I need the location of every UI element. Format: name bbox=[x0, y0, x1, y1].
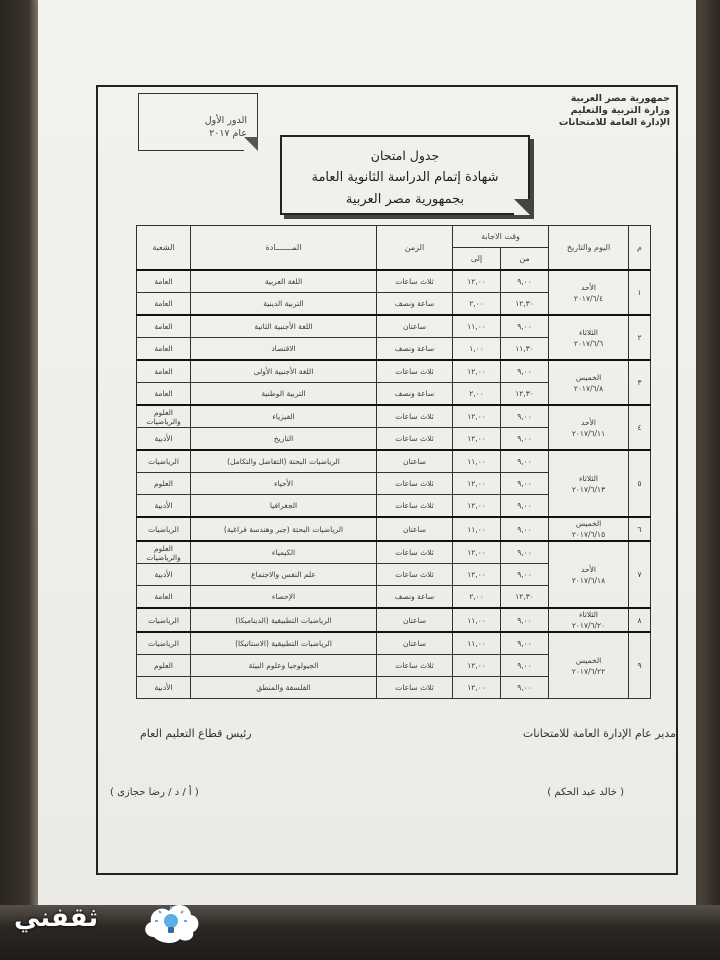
time-to-cell: ١,٠٠ bbox=[453, 338, 501, 361]
duration-cell: ساعتان bbox=[377, 632, 453, 655]
time-from-cell: ٩,٠٠ bbox=[501, 632, 549, 655]
day-name: الأحد bbox=[581, 564, 596, 574]
duration-cell: ساعة ونصف bbox=[377, 338, 453, 361]
duration-cell: ساعتان bbox=[377, 315, 453, 338]
col-header-day-date: اليوم والتاريخ bbox=[549, 226, 629, 271]
signature-title-left: رئيس قطاع التعليم العام bbox=[140, 727, 252, 740]
title-line: بجمهورية مصر العربية bbox=[345, 192, 465, 207]
branch-cell: الرياضيات bbox=[137, 450, 191, 473]
duration-cell: ساعة ونصف bbox=[377, 293, 453, 316]
branch-cell: العلوم bbox=[137, 655, 191, 677]
branch-cell: العلوم والرياضيات bbox=[137, 405, 191, 428]
duration-cell: ساعة ونصف bbox=[377, 383, 453, 406]
row-number-cell: ٧ bbox=[629, 541, 651, 608]
col-header-answer-time: وقت الاجابة bbox=[453, 226, 549, 248]
signature-title-right: مدير عام الإدارة العامة للامتحانات bbox=[522, 727, 676, 740]
exam-schedule-table bbox=[136, 225, 651, 699]
ministry-line: وزارة التربية والتعليم bbox=[570, 105, 670, 116]
subject-cell: الرياضيات البحتة (جبر وهندسة فراغية) bbox=[191, 517, 377, 541]
title-line: جدول امتحان bbox=[370, 148, 440, 163]
time-from-cell: ٩,٠٠ bbox=[501, 315, 549, 338]
exam-round-box bbox=[138, 93, 258, 151]
time-to-cell: ١٢,٠٠ bbox=[453, 541, 501, 564]
time-from-cell: ٩,٠٠ bbox=[501, 405, 549, 428]
branch-cell: العامة bbox=[137, 586, 191, 609]
time-to-cell: ١٢,٠٠ bbox=[453, 428, 501, 451]
day-name: الأحد bbox=[581, 417, 596, 427]
row-number-cell: ٨ bbox=[629, 608, 651, 632]
row-number-cell: ٢ bbox=[629, 315, 651, 360]
row-number-cell: ١ bbox=[629, 270, 651, 315]
duration-cell: ساعتان bbox=[377, 450, 453, 473]
time-from-cell: ٩,٠٠ bbox=[501, 270, 549, 293]
subject-cell: التاريخ bbox=[191, 428, 377, 451]
time-to-cell: ١٢,٠٠ bbox=[453, 270, 501, 293]
document-frame bbox=[96, 85, 678, 875]
branch-cell: العلوم bbox=[137, 473, 191, 495]
subject-cell: اللغة الأجنبية الثانية bbox=[191, 315, 377, 338]
col-header-branch: الشعبة bbox=[137, 226, 191, 271]
day-date-cell bbox=[549, 632, 629, 699]
duration-cell: ثلاث ساعات bbox=[377, 655, 453, 677]
ministry-line: الإدارة العامة للامتحانات bbox=[558, 117, 670, 128]
table-row bbox=[137, 315, 651, 338]
watermark-logo bbox=[14, 893, 214, 953]
branch-cell: العلوم والرياضيات bbox=[137, 541, 191, 564]
table-row bbox=[137, 608, 651, 632]
col-header-subject: المـــــــادة bbox=[191, 226, 377, 271]
table-header-row bbox=[137, 226, 651, 248]
exam-date: ٢٠١٧/٦/٢٢ bbox=[571, 666, 606, 676]
duration-cell: ثلاث ساعات bbox=[377, 541, 453, 564]
exam-date: ٢٠١٧/٦/١٥ bbox=[571, 530, 606, 539]
time-from-cell: ٩,٠٠ bbox=[501, 655, 549, 677]
day-name: الأحد bbox=[581, 282, 596, 292]
table-row bbox=[137, 450, 651, 473]
branch-cell: الرياضيات bbox=[137, 517, 191, 541]
ministry-header bbox=[559, 93, 670, 129]
table-row bbox=[137, 632, 651, 655]
time-from-cell: ٩,٠٠ bbox=[501, 495, 549, 518]
subject-cell: الرياضيات البحتة (التفاضل والتكامل) bbox=[191, 450, 377, 473]
duration-cell: ثلاث ساعات bbox=[377, 495, 453, 518]
subject-cell: التربية الوطنية bbox=[191, 383, 377, 406]
folded-corner bbox=[244, 137, 258, 151]
time-from-cell: ٩,٠٠ bbox=[501, 450, 549, 473]
day-name: الثلاثاء bbox=[578, 473, 598, 483]
time-from-cell: ٩,٠٠ bbox=[501, 677, 549, 699]
duration-cell: ثلاث ساعات bbox=[377, 270, 453, 293]
document-title-box bbox=[280, 135, 530, 215]
time-to-cell: ٢,٠٠ bbox=[453, 586, 501, 609]
day-date-cell bbox=[549, 405, 629, 450]
subject-cell: الإحصاء bbox=[191, 586, 377, 609]
exam-date: ٢٠١٧/٦/٨ bbox=[573, 383, 604, 393]
duration-cell: ثلاث ساعات bbox=[377, 428, 453, 451]
row-number-cell: ٩ bbox=[629, 632, 651, 699]
branch-cell: العامة bbox=[137, 383, 191, 406]
time-to-cell: ٢,٠٠ bbox=[453, 293, 501, 316]
subject-cell: علم النفس والاجتماع bbox=[191, 564, 377, 586]
col-header-from: من bbox=[501, 248, 549, 271]
time-from-cell: ٩,٠٠ bbox=[501, 473, 549, 495]
subject-cell: الفلسفة والمنطق bbox=[191, 677, 377, 699]
branch-cell: الأدبية bbox=[137, 495, 191, 518]
col-header-to: إلى bbox=[453, 248, 501, 271]
branch-cell: الأدبية bbox=[137, 677, 191, 699]
title-line: شهادة إتمام الدراسة الثانوية العامة bbox=[311, 170, 499, 185]
exam-date: ٢٠١٧/٦/٦ bbox=[573, 338, 604, 348]
table-row bbox=[137, 270, 651, 293]
subject-cell: الرياضيات التطبيقية (الديناميكا) bbox=[191, 608, 377, 632]
branch-cell: الرياضيات bbox=[137, 632, 191, 655]
subject-cell: الجغرافيا bbox=[191, 495, 377, 518]
day-date-cell bbox=[549, 360, 629, 405]
duration-cell: ثلاث ساعات bbox=[377, 677, 453, 699]
duration-cell: ثلاث ساعات bbox=[377, 473, 453, 495]
time-to-cell: ١٢,٠٠ bbox=[453, 405, 501, 428]
duration-cell: ساعتان bbox=[377, 517, 453, 541]
branch-cell: الأدبية bbox=[137, 564, 191, 586]
folded-corner bbox=[514, 199, 530, 215]
row-number-cell: ٦ bbox=[629, 517, 651, 541]
duration-cell: ساعتان bbox=[377, 608, 453, 632]
day-name: الثلاثاء bbox=[578, 610, 598, 619]
branch-cell: العامة bbox=[137, 270, 191, 293]
time-from-cell: ٩,٠٠ bbox=[501, 608, 549, 632]
time-to-cell: ٢,٠٠ bbox=[453, 383, 501, 406]
branch-cell: الأدبية bbox=[137, 428, 191, 451]
time-from-cell: ٩,٠٠ bbox=[501, 428, 549, 451]
day-date-cell bbox=[549, 270, 629, 315]
lightbulb-cloud-icon bbox=[140, 899, 202, 945]
subject-cell: الفيزياء bbox=[191, 405, 377, 428]
exam-date: ٢٠١٧/٦/٢٠ bbox=[571, 621, 606, 630]
day-date-cell bbox=[549, 315, 629, 360]
subject-cell: اللغة العربية bbox=[191, 270, 377, 293]
table-row bbox=[137, 541, 651, 564]
exam-date: ٢٠١٧/٦/١١ bbox=[571, 428, 606, 438]
time-to-cell: ١١,٠٠ bbox=[453, 608, 501, 632]
time-from-cell: ١١,٣٠ bbox=[501, 338, 549, 361]
time-to-cell: ١٢,٠٠ bbox=[453, 655, 501, 677]
time-to-cell: ١٢,٠٠ bbox=[453, 495, 501, 518]
exam-date: ٢٠١٧/٦/١٨ bbox=[571, 575, 606, 585]
table-row bbox=[137, 405, 651, 428]
time-to-cell: ١٢,٠٠ bbox=[453, 360, 501, 383]
duration-cell: ثلاث ساعات bbox=[377, 360, 453, 383]
branch-cell: العامة bbox=[137, 293, 191, 316]
exam-date: ٢٠١٧/٦/١٣ bbox=[571, 484, 606, 494]
day-name: الثلاثاء bbox=[578, 327, 598, 337]
time-from-cell: ١٢,٣٠ bbox=[501, 293, 549, 316]
time-from-cell: ٩,٠٠ bbox=[501, 564, 549, 586]
watermark-text: ثقفني bbox=[14, 903, 99, 933]
subject-cell: الأحياء bbox=[191, 473, 377, 495]
day-name: الخميس bbox=[575, 655, 602, 665]
time-from-cell: ١٢,٣٠ bbox=[501, 383, 549, 406]
time-to-cell: ١١,٠٠ bbox=[453, 517, 501, 541]
time-to-cell: ١١,٠٠ bbox=[453, 315, 501, 338]
subject-cell: الاقتصاد bbox=[191, 338, 377, 361]
time-to-cell: ١٢,٠٠ bbox=[453, 473, 501, 495]
branch-cell: العامة bbox=[137, 360, 191, 383]
time-to-cell: ١١,٠٠ bbox=[453, 450, 501, 473]
branch-cell: الرياضيات bbox=[137, 608, 191, 632]
day-date-cell bbox=[549, 450, 629, 517]
time-from-cell: ٩,٠٠ bbox=[501, 541, 549, 564]
exam-schedule-sheet bbox=[38, 0, 696, 905]
table-row bbox=[137, 517, 651, 541]
signature-name-left: ( أ / د / رضا حجازى ) bbox=[110, 787, 199, 798]
round-year: عام ٢٠١٧ bbox=[209, 128, 247, 139]
col-header-duration: الزمن bbox=[377, 226, 453, 271]
col-header-num: م bbox=[629, 226, 651, 271]
duration-cell: ساعة ونصف bbox=[377, 586, 453, 609]
row-number-cell: ٥ bbox=[629, 450, 651, 517]
day-date-cell bbox=[549, 608, 629, 632]
subject-cell: الكيمياء bbox=[191, 541, 377, 564]
row-number-cell: ٣ bbox=[629, 360, 651, 405]
time-to-cell: ١٢,٠٠ bbox=[453, 677, 501, 699]
table-row bbox=[137, 360, 651, 383]
subject-cell: الرياضيات التطبيقية (الاستاتيكا) bbox=[191, 632, 377, 655]
time-to-cell: ١١,٠٠ bbox=[453, 632, 501, 655]
time-from-cell: ٩,٠٠ bbox=[501, 517, 549, 541]
day-date-cell bbox=[549, 517, 629, 541]
time-to-cell: ١٢,٠٠ bbox=[453, 564, 501, 586]
row-number-cell: ٤ bbox=[629, 405, 651, 450]
exam-date: ٢٠١٧/٦/٤ bbox=[573, 293, 604, 303]
time-from-cell: ١٢,٣٠ bbox=[501, 586, 549, 609]
day-name: الخميس bbox=[575, 372, 602, 382]
duration-cell: ثلاث ساعات bbox=[377, 405, 453, 428]
day-name: الخميس bbox=[575, 519, 602, 528]
day-date-cell bbox=[549, 541, 629, 608]
time-from-cell: ٩,٠٠ bbox=[501, 360, 549, 383]
duration-cell: ثلاث ساعات bbox=[377, 564, 453, 586]
subject-cell: اللغة الأجنبية الأولى bbox=[191, 360, 377, 383]
ministry-line: جمهورية مصر العربية bbox=[570, 93, 670, 104]
branch-cell: العامة bbox=[137, 338, 191, 361]
signature-name-right: ( خالد عبد الحكم ) bbox=[547, 787, 624, 798]
round-label: الدور الأول bbox=[204, 115, 247, 126]
branch-cell: العامة bbox=[137, 315, 191, 338]
subject-cell: التربية الدينية bbox=[191, 293, 377, 316]
table-body bbox=[137, 270, 651, 699]
subject-cell: الجيولوجيا وعلوم البيئة bbox=[191, 655, 377, 677]
